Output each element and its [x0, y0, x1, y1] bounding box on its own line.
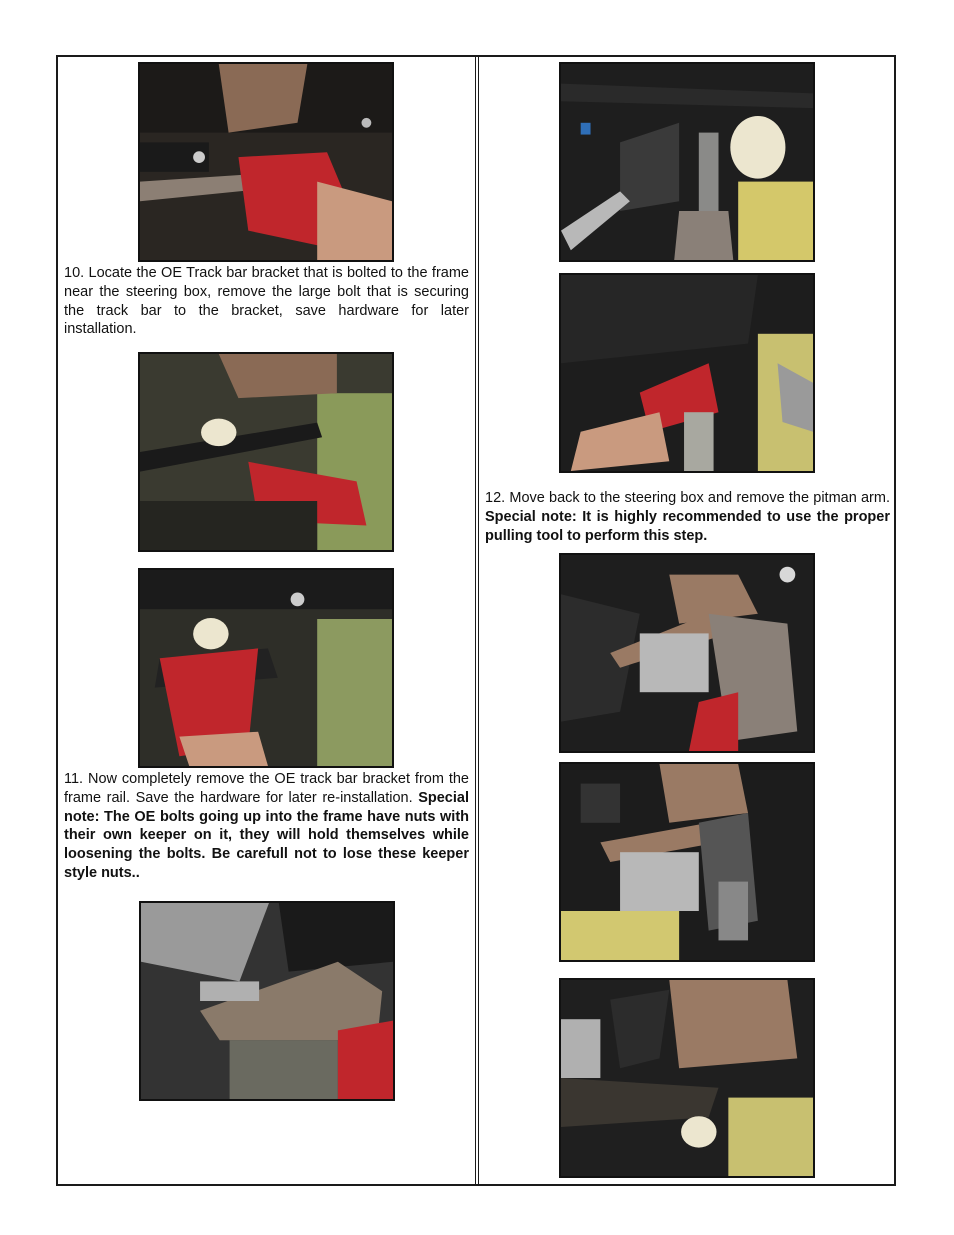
- photo-track-bar-bolt: [138, 62, 394, 262]
- photo-bracket-bolts: [138, 568, 394, 768]
- photo-frame-rail-bracket: [559, 62, 815, 262]
- photo-impact-wrench: [139, 901, 395, 1101]
- step-10-text: 10. Locate the OE Track bar bracket that is bolted to the frame near the steering box, remove the large bolt that is securing the track bar to the bracket, save hardware for later installation.: [64, 265, 469, 338]
- step-12-special-note: Special note: It is highly recommended to use the proper pulling tool to perform this step.: [485, 508, 890, 544]
- photo-pitman-arm-nut: [559, 553, 815, 753]
- step-11-body: 11. Now completely remove the OE track bar bracket from the frame rail. Save the hardware for later re-installation.: [64, 771, 469, 806]
- photo-steering-box: [559, 978, 815, 1178]
- step-11-text: [64, 770, 469, 883]
- step-12-text: [485, 489, 890, 545]
- photo-pitman-puller-tool: [559, 762, 815, 962]
- photo-bracket-removed: [559, 273, 815, 473]
- photo-track-bar-removal: [138, 352, 394, 552]
- step-11-special-note: Special note: The OE bolts going up into the frame have nuts with their own keeper on it, they will hold themselves while loosening the bolts. Be carefull not to lose these keeper style nuts..: [64, 789, 469, 881]
- step-12-body: 12. Move back to the steering box and remove the pitman arm.: [485, 490, 890, 506]
- column-divider: [475, 55, 479, 1186]
